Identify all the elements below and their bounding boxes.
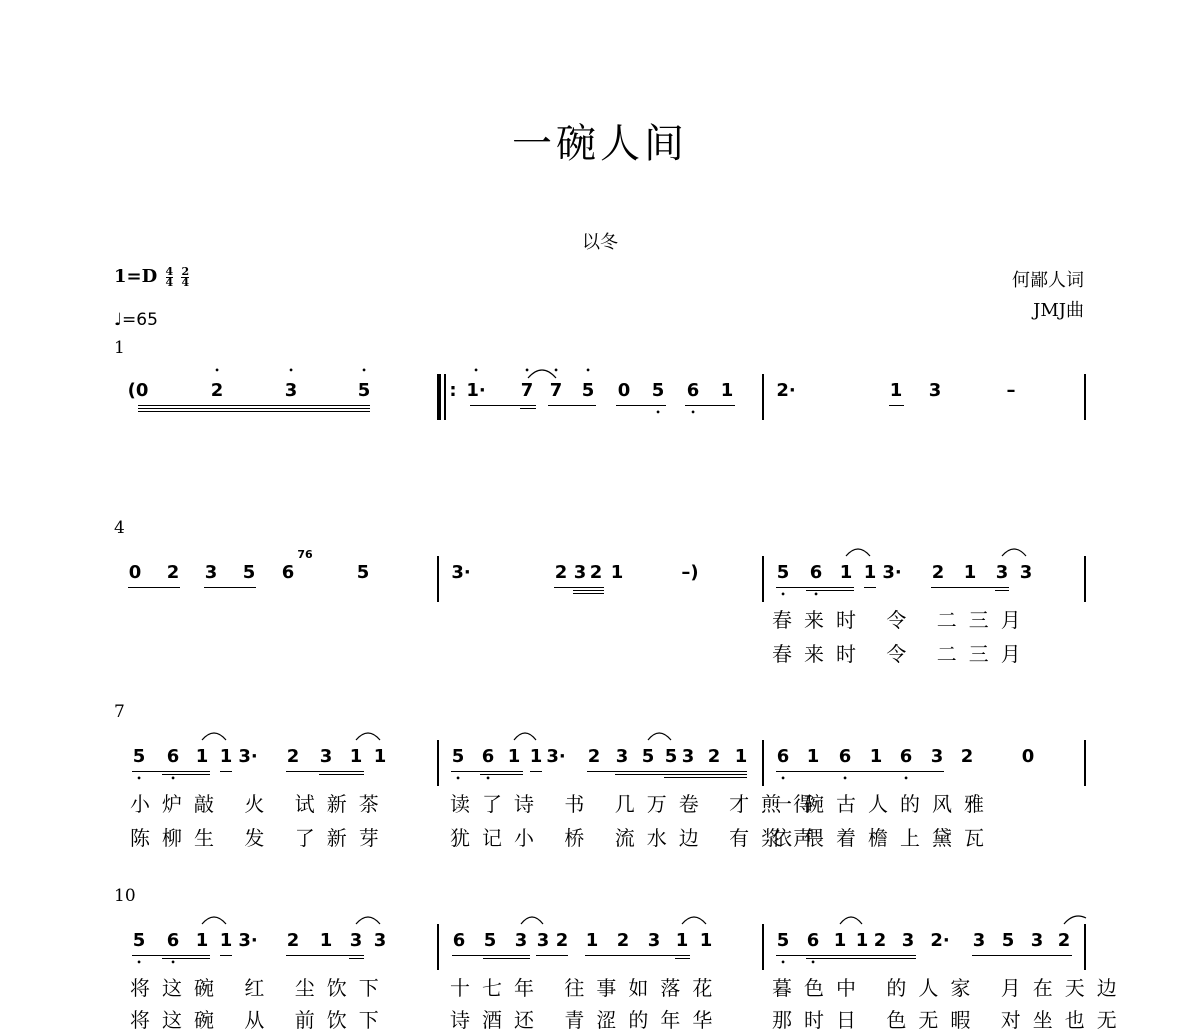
note: 3	[928, 380, 942, 401]
note: • 7	[521, 380, 534, 401]
lyric-verse-2: 陈柳生 发 了新芽	[130, 826, 391, 850]
lyric-verse-1: 十七年 往事如落花	[450, 976, 725, 1000]
time-signature-4-4: $\frac{4}{4}$	[165, 264, 174, 289]
note: 3	[647, 930, 661, 951]
dash-close-paren: –)	[681, 562, 699, 583]
note: 1	[833, 930, 847, 951]
lyric-verse-1: 春来时 令 二三月	[772, 608, 1033, 632]
lyric-verse-2: 春来时 令 二三月	[772, 642, 1033, 666]
note: 2	[707, 746, 721, 767]
slur	[682, 917, 706, 924]
note: 6 •	[777, 746, 790, 767]
note: • 2	[211, 380, 224, 401]
note: 3	[681, 746, 695, 767]
note: 6 •	[900, 746, 913, 767]
note: 2	[554, 562, 568, 583]
note: 0	[128, 562, 142, 583]
note: 6 •	[482, 746, 495, 767]
note: 6 •	[810, 562, 823, 583]
note: 1	[720, 380, 734, 401]
slur	[846, 549, 870, 556]
note: 1	[529, 746, 543, 767]
note: 0	[1021, 746, 1035, 767]
note: 2	[166, 562, 180, 583]
lyricist: 何鄙人词	[1012, 270, 1084, 291]
note: 3	[514, 930, 528, 951]
composer: JMJ曲	[1033, 300, 1084, 321]
measure-number-10: 10	[114, 886, 136, 906]
note: 1	[219, 746, 233, 767]
note: 5 •	[777, 562, 790, 583]
slur	[514, 733, 536, 740]
note: 1	[373, 746, 387, 767]
slur	[521, 917, 543, 924]
note: (0	[127, 380, 149, 401]
slur	[648, 733, 671, 740]
note: 2	[960, 746, 974, 767]
note: 2·	[930, 930, 950, 951]
singer: 以冬	[582, 232, 618, 253]
note: 5 •	[652, 380, 665, 401]
note: 2	[873, 930, 887, 951]
lyric-verse-2: 依偎着檐上黛瓦	[772, 826, 996, 850]
note: 1	[675, 930, 689, 951]
note: 3·	[238, 930, 258, 951]
note: 3	[573, 562, 587, 583]
note: 3	[901, 930, 915, 951]
note: 2	[589, 562, 603, 583]
note: 3·	[451, 562, 471, 583]
note: 2	[286, 930, 300, 951]
time-signature-2-4: $\frac{2}{4}$	[181, 264, 190, 289]
note: 3·	[882, 562, 902, 583]
slur	[528, 370, 556, 378]
note: 3	[319, 746, 333, 767]
note: 3	[204, 562, 218, 583]
note: 5 •	[133, 930, 146, 951]
grace-notes: 76	[297, 548, 313, 561]
note: 1	[889, 380, 903, 401]
note: 1	[699, 930, 713, 951]
note: 1	[734, 746, 748, 767]
note: 1	[863, 562, 877, 583]
lyric-verse-1: 暮色中 的人家 月在天边	[772, 976, 1129, 1000]
note: 5	[641, 746, 655, 767]
note: 3	[972, 930, 986, 951]
note: 1	[839, 562, 853, 583]
lyric-verse-1: 读了诗 书 几万卷 才煎得	[450, 792, 826, 816]
slur	[202, 733, 226, 740]
repeat-dots: :	[449, 380, 457, 401]
note: 1	[963, 562, 977, 583]
dash: –	[1006, 380, 1016, 401]
note: 3	[349, 930, 363, 951]
note: 2	[1057, 930, 1071, 951]
note: • 5	[358, 380, 371, 401]
note: 1	[349, 746, 363, 767]
note: 2	[616, 930, 630, 951]
note: 3	[1019, 562, 1033, 583]
note: 3	[930, 746, 944, 767]
slur	[1064, 916, 1086, 924]
lyric-verse-2: 那时日 色无暇 对坐也无	[772, 1008, 1129, 1032]
song-title: 一碗人间	[512, 121, 688, 167]
note: 5	[1001, 930, 1015, 951]
note: 1	[610, 562, 624, 583]
note: 6 •	[839, 746, 852, 767]
slur	[356, 917, 380, 924]
lyric-verse-2: 将这碗 从 前饮下	[130, 1008, 391, 1032]
note: 2	[587, 746, 601, 767]
lyric-verse-1: 将这碗 红 尘饮下	[130, 976, 391, 1000]
slur	[1002, 549, 1026, 556]
note: 6	[281, 562, 295, 583]
lyric-verse-2: 犹记小 桥 流水边 有浆声	[450, 826, 826, 850]
note: • 5	[582, 380, 595, 401]
note: 6 •	[687, 380, 700, 401]
note: 3	[1030, 930, 1044, 951]
note: 5 •	[452, 746, 465, 767]
note: 1	[195, 930, 209, 951]
key-label: 1=D	[114, 266, 158, 287]
slur	[202, 917, 226, 924]
note: 5 •	[133, 746, 146, 767]
note: 1	[855, 930, 869, 951]
note: 5	[356, 562, 370, 583]
note: 1	[219, 930, 233, 951]
note: 5	[664, 746, 678, 767]
lyric-verse-1: 小炉敲 火 试新茶	[130, 792, 391, 816]
measure-number-7: 7	[114, 702, 125, 722]
note: 1	[806, 746, 820, 767]
note: 1	[585, 930, 599, 951]
note: 6 •	[167, 746, 180, 767]
note: 6 •	[807, 930, 820, 951]
note: 0	[617, 380, 631, 401]
note: 2	[555, 930, 569, 951]
tempo-marking: ♩=65	[114, 310, 158, 330]
note: 2	[931, 562, 945, 583]
note: 6	[452, 930, 466, 951]
note: 1	[195, 746, 209, 767]
note: 3·	[546, 746, 566, 767]
note: • 1·	[466, 380, 485, 401]
slur	[356, 733, 380, 740]
note: 2·	[776, 380, 796, 401]
note: 5 •	[777, 930, 790, 951]
note: 5	[483, 930, 497, 951]
note: 5	[242, 562, 256, 583]
note: 6 •	[167, 930, 180, 951]
note: 1	[869, 746, 883, 767]
note: • 3	[285, 380, 298, 401]
note: 1	[319, 930, 333, 951]
note: 2	[286, 746, 300, 767]
note: • 7	[550, 380, 563, 401]
lyric-verse-2: 诗酒还 青涩的年华	[450, 1008, 725, 1032]
note: 3	[373, 930, 387, 951]
note: 3	[615, 746, 629, 767]
note: 3	[995, 562, 1009, 583]
note: 1	[507, 746, 521, 767]
note: 3·	[238, 746, 258, 767]
measure-number-4: 4	[114, 518, 125, 538]
slur	[840, 917, 862, 924]
measure-number-1: 1	[114, 338, 125, 358]
lyric-verse-1: 一碗古人的风雅	[772, 792, 996, 816]
note: 3	[536, 930, 550, 951]
